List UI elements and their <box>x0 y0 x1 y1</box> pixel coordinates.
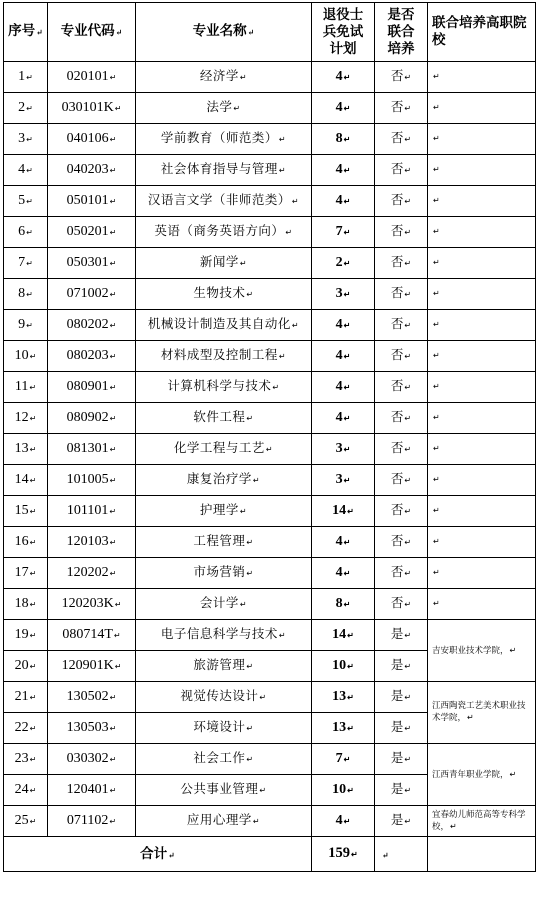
row-index: 21↵ <box>4 682 48 713</box>
row-code: 080714T↵ <box>48 620 136 651</box>
row-code: 130503↵ <box>48 713 136 744</box>
table-row <box>4 93 536 124</box>
row-joint: 否↵ <box>375 403 428 434</box>
row-index: 19↵ <box>4 620 48 651</box>
table-row <box>4 496 536 527</box>
row-code: 071002↵ <box>48 279 136 310</box>
row-index: 7↵ <box>4 248 48 279</box>
row-joint: 否↵ <box>375 124 428 155</box>
row-index: 13↵ <box>4 434 48 465</box>
row-quota: 3↵ <box>312 434 375 465</box>
row-index: 2↵ <box>4 93 48 124</box>
row-name: 经济学↵ <box>136 62 312 93</box>
row-name: 工程管理↵ <box>136 527 312 558</box>
row-name: 康复治疗学↵ <box>136 465 312 496</box>
row-quota: 10↵ <box>312 651 375 682</box>
total-label: 合计↵ <box>4 837 312 872</box>
row-quota: 10↵ <box>312 775 375 806</box>
row-code: 080902↵ <box>48 403 136 434</box>
row-name: 环境设计↵ <box>136 713 312 744</box>
row-partner: ↵ <box>428 62 536 93</box>
row-index: 6↵ <box>4 217 48 248</box>
row-joint: 否↵ <box>375 279 428 310</box>
row-quota: 13↵ <box>312 682 375 713</box>
table-row <box>4 341 536 372</box>
row-code: 071102↵ <box>48 806 136 837</box>
row-quota: 4↵ <box>312 806 375 837</box>
row-joint: 否↵ <box>375 186 428 217</box>
table-row <box>4 558 536 589</box>
row-name: 应用心理学↵ <box>136 806 312 837</box>
row-quota: 4↵ <box>312 341 375 372</box>
row-index: 14↵ <box>4 465 48 496</box>
row-quota: 4↵ <box>312 403 375 434</box>
table-row <box>4 744 536 775</box>
row-index: 20↵ <box>4 651 48 682</box>
table-row <box>4 806 536 837</box>
row-partner: ↵ <box>428 465 536 496</box>
row-joint: 是↵ <box>375 744 428 775</box>
row-index: 10↵ <box>4 341 48 372</box>
row-name: 新闻学↵ <box>136 248 312 279</box>
row-joint: 是↵ <box>375 620 428 651</box>
row-index: 15↵ <box>4 496 48 527</box>
row-partner: ↵ <box>428 155 536 186</box>
row-quota: 4↵ <box>312 155 375 186</box>
row-code: 020101↵ <box>48 62 136 93</box>
table-row <box>4 248 536 279</box>
row-index: 1↵ <box>4 62 48 93</box>
row-code: 050301↵ <box>48 248 136 279</box>
row-partner: ↵ <box>428 310 536 341</box>
table-row <box>4 589 536 620</box>
row-name: 英语（商务英语方向）↵ <box>136 217 312 248</box>
row-index: 24↵ <box>4 775 48 806</box>
row-joint: 否↵ <box>375 465 428 496</box>
row-partner: 江西陶瓷工艺美术职业技术学院，↵ <box>428 682 536 744</box>
row-name: 视觉传达设计↵ <box>136 682 312 713</box>
table-row <box>4 403 536 434</box>
row-name: 汉语言文学（非师范类）↵ <box>136 186 312 217</box>
row-name: 化学工程与工艺↵ <box>136 434 312 465</box>
row-partner: ↵ <box>428 372 536 403</box>
row-name: 电子信息科学与技术↵ <box>136 620 312 651</box>
row-quota: 4↵ <box>312 310 375 341</box>
row-name: 机械设计制造及其自动化↵ <box>136 310 312 341</box>
row-joint: 是↵ <box>375 806 428 837</box>
row-partner: ↵ <box>428 403 536 434</box>
row-index: 11↵ <box>4 372 48 403</box>
row-code: 040203↵ <box>48 155 136 186</box>
row-code: 040106↵ <box>48 124 136 155</box>
row-joint: 是↵ <box>375 682 428 713</box>
row-partner: ↵ <box>428 434 536 465</box>
row-joint: 否↵ <box>375 217 428 248</box>
row-joint: 否↵ <box>375 93 428 124</box>
row-name: 软件工程↵ <box>136 403 312 434</box>
row-partner: ↵ <box>428 186 536 217</box>
row-joint: 是↵ <box>375 713 428 744</box>
row-partner: ↵ <box>428 93 536 124</box>
row-name: 材料成型及控制工程↵ <box>136 341 312 372</box>
row-code: 101005↵ <box>48 465 136 496</box>
row-index: 22↵ <box>4 713 48 744</box>
row-quota: 4↵ <box>312 527 375 558</box>
row-code: 030302↵ <box>48 744 136 775</box>
row-joint: 是↵ <box>375 651 428 682</box>
row-partner: ↵ <box>428 341 536 372</box>
row-partner: ↵ <box>428 558 536 589</box>
total-value: 159↵ <box>312 837 375 872</box>
row-quota: 2↵ <box>312 248 375 279</box>
table-row <box>4 620 536 651</box>
table-row <box>4 217 536 248</box>
row-quota: 7↵ <box>312 744 375 775</box>
table-row <box>4 434 536 465</box>
row-joint: 是↵ <box>375 775 428 806</box>
row-code: 050201↵ <box>48 217 136 248</box>
row-quota: 13↵ <box>312 713 375 744</box>
row-name: 护理学↵ <box>136 496 312 527</box>
row-quota: 4↵ <box>312 558 375 589</box>
row-joint: 否↵ <box>375 62 428 93</box>
row-quota: 14↵ <box>312 620 375 651</box>
row-joint: 否↵ <box>375 372 428 403</box>
row-name: 学前教育（师范类）↵ <box>136 124 312 155</box>
row-name: 旅游管理↵ <box>136 651 312 682</box>
table-row <box>4 186 536 217</box>
row-name: 法学↵ <box>136 93 312 124</box>
row-code: 130502↵ <box>48 682 136 713</box>
row-name: 社会工作↵ <box>136 744 312 775</box>
row-code: 120103↵ <box>48 527 136 558</box>
row-quota: 3↵ <box>312 465 375 496</box>
row-joint: 否↵ <box>375 558 428 589</box>
row-partner: ↵ <box>428 248 536 279</box>
header-joint: 是否联合培养 <box>375 3 428 62</box>
header-quota: 退役士兵免试计划 <box>312 3 375 62</box>
row-quota: 4↵ <box>312 372 375 403</box>
row-code: 120203K↵ <box>48 589 136 620</box>
row-quota: 14↵ <box>312 496 375 527</box>
row-code: 120202↵ <box>48 558 136 589</box>
row-joint: 否↵ <box>375 527 428 558</box>
header-partner: 联合培养高职院校 <box>428 3 536 62</box>
row-code: 120401↵ <box>48 775 136 806</box>
table-row <box>4 527 536 558</box>
row-quota: 8↵ <box>312 124 375 155</box>
row-index: 16↵ <box>4 527 48 558</box>
row-name: 生物技术↵ <box>136 279 312 310</box>
row-quota: 7↵ <box>312 217 375 248</box>
row-code: 081301↵ <box>48 434 136 465</box>
row-partner: 宜春幼儿师范高等专科学校，↵ <box>428 806 536 837</box>
table-row <box>4 310 536 341</box>
row-index: 12↵ <box>4 403 48 434</box>
row-code: 080203↵ <box>48 341 136 372</box>
header-name: 专业名称↵ <box>136 3 312 62</box>
table-row <box>4 682 536 713</box>
row-quota: 4↵ <box>312 186 375 217</box>
row-partner: ↵ <box>428 124 536 155</box>
table-row <box>4 124 536 155</box>
row-quota: 8↵ <box>312 589 375 620</box>
row-name: 计算机科学与技术↵ <box>136 372 312 403</box>
row-name: 市场营销↵ <box>136 558 312 589</box>
row-partner: ↵ <box>428 527 536 558</box>
row-name: 社会体育指导与管理↵ <box>136 155 312 186</box>
row-joint: 否↵ <box>375 341 428 372</box>
row-index: 4↵ <box>4 155 48 186</box>
row-partner: ↵ <box>428 279 536 310</box>
quota-table <box>3 2 536 872</box>
row-joint: 否↵ <box>375 434 428 465</box>
table-row <box>4 279 536 310</box>
table-row <box>4 465 536 496</box>
row-index: 17↵ <box>4 558 48 589</box>
row-index: 9↵ <box>4 310 48 341</box>
total-blank: ↵ <box>375 837 428 872</box>
row-code: 030101K↵ <box>48 93 136 124</box>
row-index: 23↵ <box>4 744 48 775</box>
row-partner: 吉安职业技术学院，↵ <box>428 620 536 682</box>
row-joint: 否↵ <box>375 248 428 279</box>
row-joint: 否↵ <box>375 155 428 186</box>
row-code: 120901K↵ <box>48 651 136 682</box>
header-index: 序号↵ <box>4 3 48 62</box>
row-index: 25↵ <box>4 806 48 837</box>
row-code: 080901↵ <box>48 372 136 403</box>
row-joint: 否↵ <box>375 496 428 527</box>
total-row <box>4 837 536 872</box>
row-joint: 否↵ <box>375 310 428 341</box>
row-partner: ↵ <box>428 589 536 620</box>
table-row <box>4 155 536 186</box>
row-index: 18↵ <box>4 589 48 620</box>
table-row <box>4 62 536 93</box>
row-index: 5↵ <box>4 186 48 217</box>
row-quota: 4↵ <box>312 62 375 93</box>
row-partner: ↵ <box>428 217 536 248</box>
row-joint: 否↵ <box>375 589 428 620</box>
table-body <box>4 62 536 837</box>
row-code: 101101↵ <box>48 496 136 527</box>
row-code: 050101↵ <box>48 186 136 217</box>
row-quota: 4↵ <box>312 93 375 124</box>
row-quota: 3↵ <box>312 279 375 310</box>
row-code: 080202↵ <box>48 310 136 341</box>
row-partner: 江西青年职业学院，↵ <box>428 744 536 806</box>
row-name: 公共事业管理↵ <box>136 775 312 806</box>
row-index: 3↵ <box>4 124 48 155</box>
header-row <box>4 3 536 62</box>
total-blank-2 <box>428 837 536 872</box>
row-partner: ↵ <box>428 496 536 527</box>
row-index: 8↵ <box>4 279 48 310</box>
header-code: 专业代码↵ <box>48 3 136 62</box>
table-row <box>4 372 536 403</box>
row-name: 会计学↵ <box>136 589 312 620</box>
